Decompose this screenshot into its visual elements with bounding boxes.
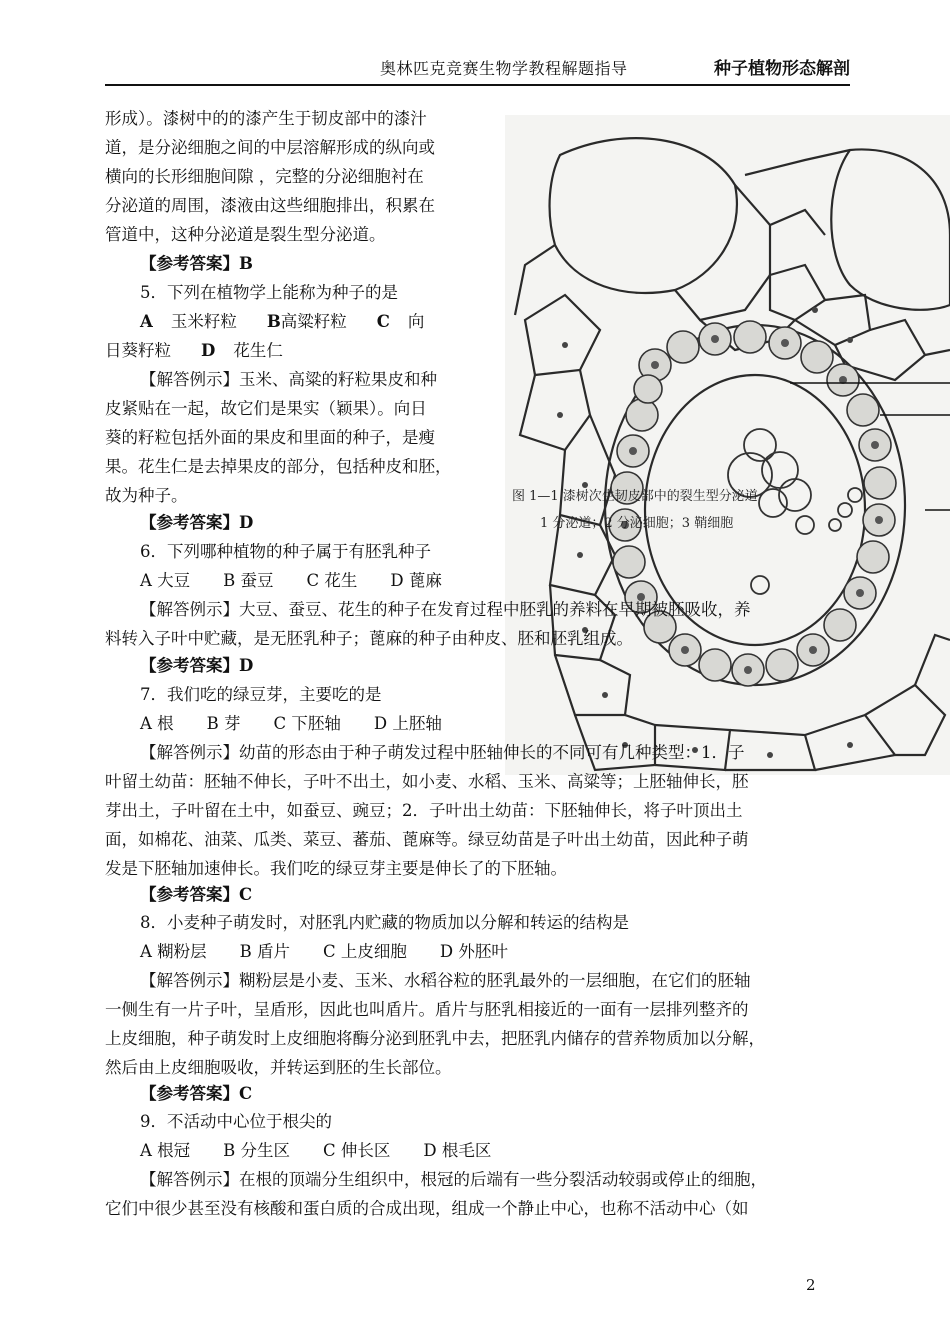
header-chapter-title: 种子植物形态解剖 (714, 59, 850, 79)
question-6-options: A 大豆 B 蚕豆 C 花生 D 蓖麻 (140, 571, 442, 590)
option-label: D (201, 341, 216, 360)
question-9: 9．不活动中心位于根尖的 (140, 1112, 332, 1131)
reference-answer: 【参考答案】C (140, 885, 253, 904)
figure-legend: 1 分泌道；2 分泌细胞；3 鞘细胞 (540, 516, 734, 531)
page-number: 2 (806, 1276, 816, 1294)
option-text: 日葵籽粒 (105, 341, 171, 360)
text-line: 管道中，这种分泌道是裂生型分泌道。 (105, 225, 386, 244)
option-text: 花生仁 (233, 341, 283, 360)
explanation-line: 【解答例示】玉米、高粱的籽粒果皮和种 (140, 370, 437, 389)
reference-answer: 【参考答案】D (140, 656, 254, 675)
explanation-line: 发是下胚轴加速伸长。我们吃的绿豆芽主要是伸长了的下胚轴。 (105, 859, 567, 878)
question-5-options (140, 311, 424, 333)
explanation-line: 一侧生有一片子叶，呈盾形，因此也叫盾片。盾片与胚乳相接近的一面有一层排列整齐的 (105, 1000, 749, 1019)
reference-answer: 【参考答案】D (140, 513, 254, 532)
option-text: 向 (407, 312, 425, 331)
explanation-line: 【解答例示】大豆、蚕豆、花生的种子在发育过程中胚乳的养料在早期被胚吸收，养 (140, 600, 751, 619)
reference-answer: 【参考答案】B (140, 254, 253, 273)
explanation-line: 【解答例示】幼苗的形态由于种子萌发过程中胚轴伸长的不同可有几种类型：1．子 (140, 743, 745, 762)
question-5-options-cont (105, 340, 283, 362)
explanation-line: 料转入子叶中贮藏，是无胚乳种子；蓖麻的种子由种皮、胚和胚乳组成。 (105, 629, 633, 648)
question-9-options: A 根冠 B 分生区 C 伸长区 D 根毛区 (140, 1141, 492, 1160)
option-text: 玉米籽粒 (170, 312, 237, 331)
option-label: A (140, 312, 153, 331)
question-7: 7．我们吃的绿豆芽，主要吃的是 (140, 685, 382, 704)
explanation-line: 芽出土，子叶留在土中，如蚕豆、豌豆；2．子叶出土幼苗：下胚轴伸长，将子叶顶出土 (105, 801, 743, 820)
text-line: 分泌道的周围，漆液由这些细胞排出，积累在 (105, 196, 435, 215)
cell-drawing (505, 115, 950, 775)
explanation-line: 面，如棉花、油菜、瓜类、菜豆、蕃茄、蓖麻等。绿豆幼苗是子叶出土幼苗，因此种子萌 (105, 830, 749, 849)
header-book-title: 奥林匹克竞赛生物学教程解题指导 (380, 59, 628, 78)
explanation-line: 【解答例示】糊粉层是小麦、玉米、水稻谷粒的胚乳最外的一层细胞，在它们的胚轴 (140, 971, 751, 990)
explanation-line: 葵的籽粒包括外面的果皮和里面的种子，是瘦 (105, 428, 435, 447)
explanation-line: 皮紧贴在一起，故它们是果实（颖果）。向日 (105, 399, 427, 418)
explanation-line: 果。花生仁是去掉果皮的部分，包括种皮和胚， (105, 457, 452, 476)
option-label: B (266, 312, 281, 331)
reference-answer: 【参考答案】C (140, 1084, 253, 1103)
explanation-line: 叶留土幼苗：胚轴不伸长，子叶不出土，如小麦、水稻、玉米、高粱等；上胚轴伸长，胚 (105, 772, 749, 791)
explanation-line: 然后由上皮细胞吸收，并转运到胚的生长部位。 (105, 1058, 452, 1077)
explanation-line: 故为种子。 (105, 486, 188, 505)
explanation-line: 上皮细胞，种子萌发时上皮细胞将酶分泌到胚乳中去，把胚乳内储存的营养物质加以分解， (105, 1029, 765, 1048)
explanation-line: 它们中很少甚至没有核酸和蛋白质的合成出现，组成一个静止中心，也称不活动中心（如 (105, 1199, 749, 1218)
question-5: 5．下列在植物学上能称为种子的是 (140, 283, 398, 302)
text-line: 形成）。漆树中的的漆产生于韧皮部中的漆汁 (105, 109, 427, 128)
text-line: 道，是分泌细胞之间的中层溶解形成的纵向或 (105, 138, 435, 157)
question-7-options: A 根 B 芽 C 下胚轴 D 上胚轴 (140, 714, 442, 733)
text-line: 横向的长形细胞间隙 ，完整的分泌细胞衬在 (105, 167, 424, 186)
question-8: 8．小麦种子萌发时，对胚乳内贮藏的物质加以分解和转运的结构是 (140, 913, 629, 932)
question-8-options: A 糊粉层 B 盾片 C 上皮细胞 D 外胚叶 (140, 942, 508, 961)
option-text: 高粱籽粒 (280, 312, 347, 331)
question-6: 6．下列哪种植物的种子属于有胚乳种子 (140, 542, 431, 561)
figure-caption: 图 1—1 漆树次生韧皮部中的裂生型分泌道 (512, 489, 758, 504)
secretory-canal-figure (505, 115, 950, 775)
explanation-line: 【解答例示】在根的顶端分生组织中，根冠的后端有一些分裂活动较弱或停止的细胞， (140, 1170, 767, 1189)
option-label: C (376, 312, 390, 331)
page-header (105, 52, 850, 86)
